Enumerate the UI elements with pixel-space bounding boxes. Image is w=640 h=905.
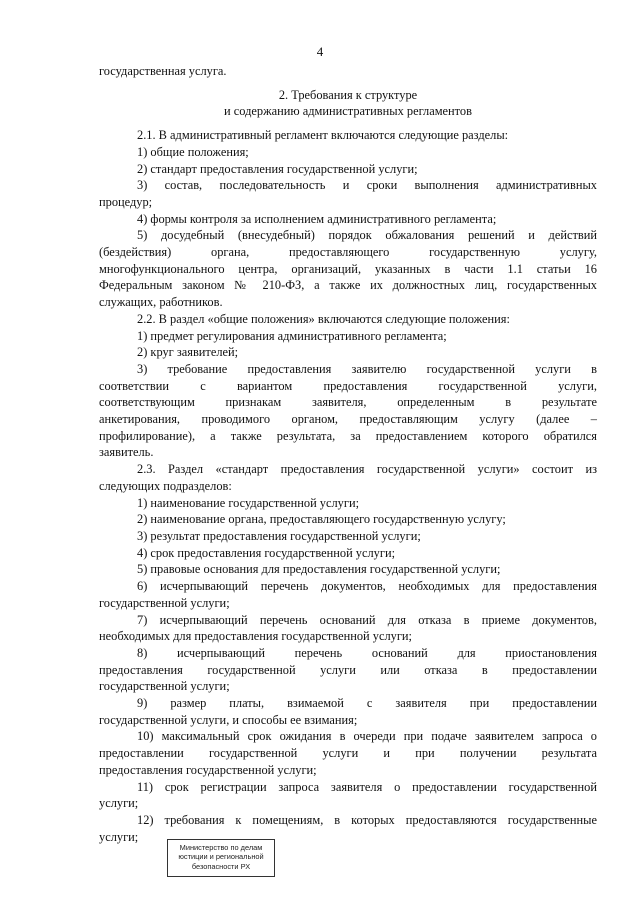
text-line: Федеральным законом № 210-ФЗ, а также их должностных лиц, государственных xyxy=(99,278,597,293)
text-line: 5) правовые основания для предоставления государственной услуги; xyxy=(137,562,501,577)
text-line: предоставления государственной услуги; xyxy=(99,762,317,777)
text-line: 2) наименование органа, предоставляющего государственную услугу; xyxy=(137,512,506,527)
text-line: предоставления государственной услуги или отказа в предоставлении xyxy=(99,662,597,677)
stamp-line-1: Министерство по делам xyxy=(179,843,263,852)
text-line: служащих, работников. xyxy=(99,295,223,310)
text-line: предоставлении государственной услуги и при получении результата xyxy=(99,746,597,761)
text-line: 2) круг заявителей; xyxy=(137,345,239,360)
text-line: 2.2. В раздел «общие положения» включаются следующие положения: xyxy=(137,311,510,326)
text-line: заявитель. xyxy=(99,445,154,460)
text-line: соответствии с вариантом предоставления государственной услуги, xyxy=(99,378,597,393)
page-number: 4 xyxy=(316,44,324,59)
text-line: профилирование), а также результата, за предоставлением которого обратился xyxy=(99,428,597,443)
stamp-line-3: безопасности РХ xyxy=(191,861,251,871)
text-line: следующих подразделов: xyxy=(99,478,232,493)
text-line: 1) наименование государственной услуги; xyxy=(137,495,360,510)
text-line: 2.3. Раздел «стандарт предоставления государственной услуги» состоит из xyxy=(137,462,597,477)
text-line: 10) максимальный срок ожидания в очереди при подаче заявителем запроса о xyxy=(137,729,597,744)
text-line: 4) срок предоставления государственной услуги; xyxy=(137,545,396,560)
text-line: услуги; xyxy=(99,829,139,844)
text-line: 2) стандарт предоставления государственной услуги; xyxy=(137,161,418,176)
text-line: 6) исчерпывающий перечень документов, необходимых для предоставления xyxy=(137,579,597,594)
section-title-line-1: 2. Требования к структуре xyxy=(278,87,418,102)
text-line: 3) состав, последовательность и сроки выполнения административных xyxy=(137,178,597,193)
text-line: необходимых для предоставления государственной услуги; xyxy=(99,629,412,644)
text-line: процедур; xyxy=(99,194,153,209)
continuation-line: государственная услуга. xyxy=(99,64,227,78)
text-line: 3) требование предоставления заявителю государственной услуги в xyxy=(137,361,597,376)
text-line: 11) срок регистрации запроса заявителя о предоставлении государственной xyxy=(137,779,597,794)
section-title-line-2: и содержанию административных регламентов xyxy=(224,104,472,119)
text-line: анкетирования, проводимого органом, предоставляющим услугу (далее – xyxy=(99,412,597,427)
text-line: 7) исчерпывающий перечень оснований для отказа в приеме документов, xyxy=(137,612,597,627)
text-line: 8) исчерпывающий перечень оснований для приостановления xyxy=(137,645,597,660)
text-line: услуги; xyxy=(99,796,139,811)
text-line: 12) требования к помещениям, в которых предоставляются государственные xyxy=(137,812,597,827)
ministry-stamp xyxy=(167,839,275,877)
text-line: государственной услуги; xyxy=(99,679,230,694)
section-text xyxy=(99,127,597,845)
text-line: 2.1. В административный регламент включаются следующие разделы: xyxy=(137,128,509,143)
text-line: многофункционального центра, организаций, указанных в части 1.1 статьи 16 xyxy=(99,261,597,276)
document-body xyxy=(99,63,597,845)
text-line: 4) формы контроля за исполнением административного регламента; xyxy=(137,211,497,226)
text-line: 1) общие положения; xyxy=(137,144,249,159)
stamp-line-2: юстиции и региональной xyxy=(178,852,264,862)
text-line: 3) результат предоставления государственной услуги; xyxy=(137,528,421,543)
text-line: 5) досудебный (внесудебный) порядок обжалования решений и действий xyxy=(137,228,597,243)
text-line: государственной услуги, и способы ее взимания; xyxy=(99,712,358,727)
text-line: соответствующим признакам заявителя, определенным в результате xyxy=(99,395,597,410)
text-line: 1) предмет регулирования административного регламента; xyxy=(137,328,447,343)
text-line: (бездействия) органа, предоставляющего государственную услугу, xyxy=(99,245,597,260)
text-line: государственной услуги; xyxy=(99,595,230,610)
text-line: 9) размер платы, взимаемой с заявителя при предоставлении xyxy=(137,696,597,711)
